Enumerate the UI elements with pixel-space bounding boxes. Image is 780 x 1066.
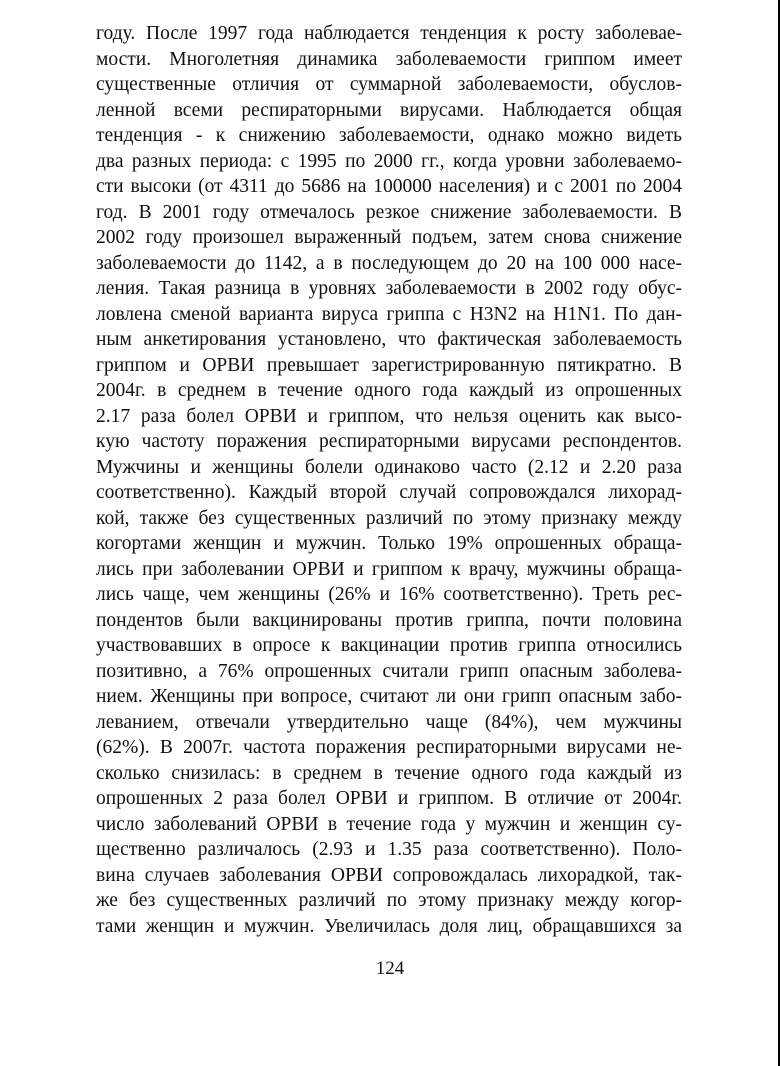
text-line: число заболеваний ОРВИ в течение года у мужчин и женщин су- (96, 813, 682, 835)
text-line: пондентов были вакцинированы против гриппа, почти половина (96, 609, 682, 631)
text-line: леванием, отвечали утвердительно чаще (84%), чем мужчины (96, 711, 682, 733)
text-line: опрошенных 2 раза болел ОРВИ и гриппом. В отличие от 2004г. (96, 788, 682, 809)
text-line: кой, также без существенных различий по этому признаку между (96, 507, 682, 529)
text-line: лись чаще, чем женщины (26% и 16% соответственно). Треть рес- (96, 584, 682, 605)
text-line: гриппом и ОРВИ превышает зарегистрированную пятикратно. В (96, 354, 682, 376)
text-line: существенные отличия от суммарной заболеваемости, обуслов- (96, 74, 682, 95)
text-line: ленной всеми респираторными вирусами. Наблюдается общая (96, 99, 682, 121)
text-line: тами женщин и мужчин. Увеличилась доля лиц, обращавшихся за (96, 915, 682, 937)
text-line: Мужчины и женщины болели одинаково часто (2.12 и 2.20 раза (96, 456, 682, 478)
text-line: 2.17 раза болел ОРВИ и гриппом, что нельзя оценить как высо- (96, 405, 682, 427)
text-line: когортами женщин и мужчин. Только 19% опрошенных обраща- (96, 533, 682, 554)
text-line: сти высоки (от 4311 до 5686 на 100000 населения) и с 2001 по 2004 (96, 176, 682, 197)
text-line: ловлена сменой варианта вируса гриппа с H3N2 на H1N1. По дан- (96, 303, 682, 325)
text-line: щественно различалось (2.93 и 1.35 раза соответственно). Поло- (96, 839, 682, 860)
text-line: ным анкетирования установлено, что фактическая заболеваемость (96, 329, 682, 350)
text-line: же без существенных различий по этому признаку между когор- (96, 890, 682, 911)
text-line: лись при заболевании ОРВИ и гриппом к врачу, мужчины обраща- (96, 558, 682, 580)
text-line: мости. Многолетняя динамика заболеваемости гриппом имеет (96, 48, 682, 70)
text-line: нием. Женщины при вопросе, считают ли они грипп опасным забо- (96, 686, 682, 707)
text-line: ления. Такая разница в уровнях заболеваемости в 2002 году обус- (96, 278, 682, 299)
text-line: вина случаев заболевания ОРВИ сопровождалась лихорадкой, так- (96, 864, 682, 886)
text-line: году. После 1997 года наблюдается тенденция к росту заболевае- (96, 23, 682, 44)
page-number: 124 (375, 958, 405, 979)
text-line: год. В 2001 году отмечалось резкое снижение заболеваемости. В (96, 201, 682, 223)
text-line: кую частоту поражения респираторными вирусами респондентов. (96, 431, 682, 452)
body-text (96, 21, 682, 939)
text-line: соответственно). Каждый второй случай сопровождался лихорад- (96, 482, 682, 503)
text-line: участвовавших в опросе к вакцинации против гриппа относились (96, 635, 682, 656)
text-line: заболеваемости до 1142, а в последующем до 20 на 100 000 насе- (96, 252, 682, 274)
text-line: 2002 году произошел выраженный подъем, затем снова снижение (96, 227, 682, 248)
text-line: позитивно, а 76% опрошенных считали грипп опасным заболева- (96, 660, 682, 682)
text-line: два разных периода: с 1995 по 2000 гг., когда уровни заболеваемо- (96, 150, 682, 172)
text-line: (62%). В 2007г. частота поражения респираторными вирусами не- (96, 737, 682, 758)
text-line: тенденция - к снижению заболеваемости, однако можно видеть (96, 125, 682, 146)
text-line: сколько снизилась: в среднем в течение одного года каждый из (96, 762, 682, 784)
text-line: 2004г. в среднем в течение одного года каждый из опрошенных (96, 380, 682, 401)
